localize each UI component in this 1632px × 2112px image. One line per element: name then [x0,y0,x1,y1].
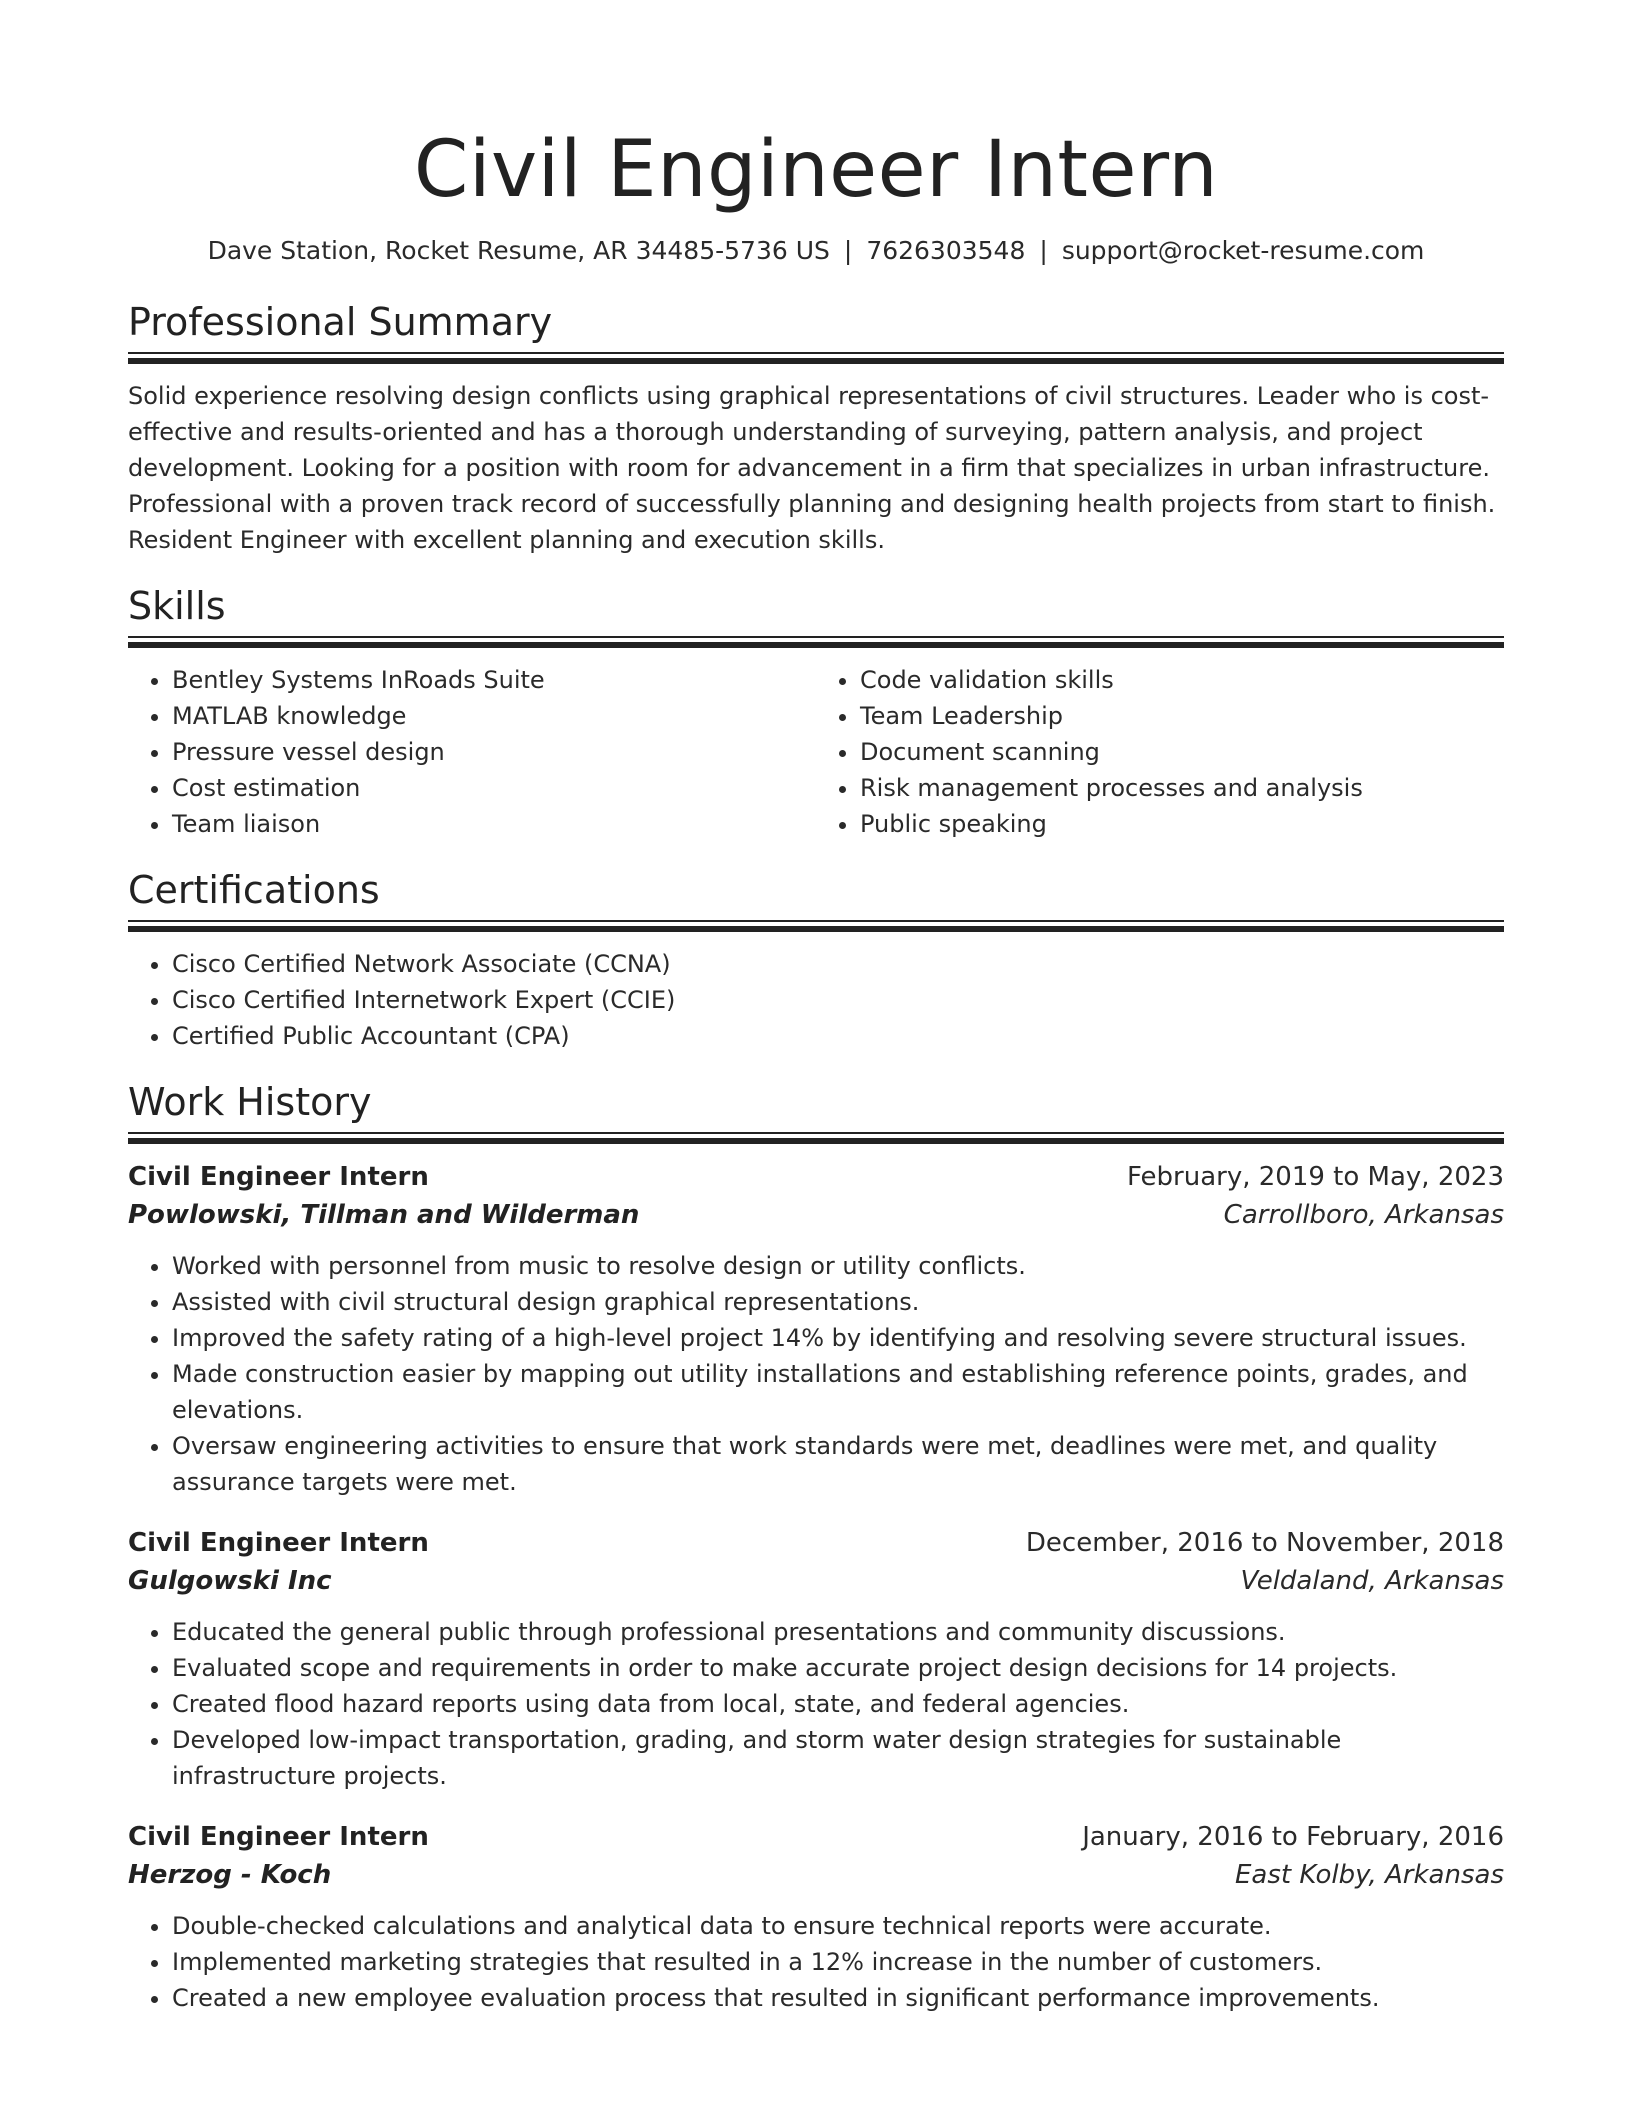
skill-item: • Risk management processes and analysis [860,770,1504,806]
job-bullets [128,1908,1504,2016]
skill-item: • Team Leadership [860,698,1504,734]
summary-text: Solid experience resolving design conflicts using graphical representations of civil structures. Leader who is cost-effective and results-oriented and has a thorough understanding of surveying, pattern analysis, and project development. Looking for a position with room for advancement in a firm that specializes in urban infrastructure. Professional with a proven track record of successfully planning and designing health projects from start to finish. Resident Engineer with excellent planning and execution skills. [128,382,1496,554]
skill-item: • Bentley Systems InRoads Suite [172,662,816,698]
summary-section [128,298,1504,558]
resume-title: Civil Engineer Intern [413,125,1219,215]
job-subheader [128,1562,1504,1600]
job-bullet: • Improved the safety rating of a high-level project 14% by identifying and resolving severe structural issues. [172,1320,1504,1356]
job-bullet: • Worked with personnel from music to resolve design or utility conflicts. [172,1248,1504,1284]
section-title-certifications: Certifications [128,868,380,912]
job-entry [128,1524,1504,1794]
job-header [128,1158,1504,1196]
skills-grid [128,662,1504,842]
job-bullet: • Assisted with civil structural design graphical representations. [172,1284,1504,1320]
work-history-section [128,1078,1504,2016]
skills-list-right [816,662,1504,842]
skill-item: • Cost estimation [172,770,816,806]
job-subheader [128,1856,1504,1894]
skill-item: • Team liaison [172,806,816,842]
job-company: Herzog - Koch [128,1860,332,1890]
contact-address: Dave Station, Rocket Resume, AR 34485-5736 US [207,236,830,265]
certification-item: • Cisco Certified Internetwork Expert (CCIE) [172,982,1504,1018]
skill-item: • Pressure vessel design [172,734,816,770]
job-location: East Kolby, Arkansas [1235,1860,1504,1890]
job-entry [128,1158,1504,1500]
certifications-list [128,946,1504,1054]
certifications-section [128,866,1504,1054]
job-bullet: • Double-checked calculations and analytical data to ensure technical reports were accurate. [172,1908,1504,1944]
job-bullet: • Oversaw engineering activities to ensure that work standards were met, deadlines were met, and quality assurance targets were met. [172,1428,1504,1500]
job-company: Gulgowski Inc [128,1566,332,1596]
skills-list-left [128,662,816,842]
job-location: Carrollboro, Arkansas [1223,1200,1504,1230]
job-header [128,1524,1504,1562]
skills-section [128,582,1504,842]
contact-separator: | [843,236,853,265]
contact-phone: 7626303548 [866,236,1026,265]
section-divider [128,1132,1504,1144]
section-title-work-history: Work History [128,1080,372,1124]
job-header [128,1818,1504,1856]
job-bullet: • Educated the general public through professional presentations and community discussions. [172,1614,1504,1650]
contact-email: support@rocket-resume.com [1061,236,1425,265]
job-bullet: • Evaluated scope and requirements in order to make accurate project design decisions for 14 projects. [172,1650,1504,1686]
job-title: Civil Engineer Intern [128,1822,429,1852]
resume-page [128,0,1504,2016]
job-bullet: • Implemented marketing strategies that resulted in a 12% increase in the number of customers. [172,1944,1504,1980]
certification-item: • Certified Public Accountant (CPA) [172,1018,1504,1054]
job-title: Civil Engineer Intern [128,1528,429,1558]
job-entry [128,1818,1504,2016]
job-location: Veldaland, Arkansas [1240,1566,1504,1596]
job-bullet: • Created flood hazard reports using data from local, state, and federal agencies. [172,1686,1504,1722]
job-bullets [128,1614,1504,1794]
job-bullets [128,1248,1504,1500]
job-bullet: • Made construction easier by mapping out utility installations and establishing reference points, grades, and elevations. [172,1356,1504,1428]
contact-separator: | [1039,236,1048,265]
section-title-summary: Professional Summary [128,300,553,344]
skill-item: • MATLAB knowledge [172,698,816,734]
section-divider [128,920,1504,932]
job-company: Powlowski, Tillman and Wilderman [128,1200,640,1230]
job-dates: February, 2019 to May, 2023 [1127,1162,1504,1192]
section-title-skills: Skills [128,584,226,628]
job-bullet: • Developed low-impact transportation, grading, and storm water design strategies for sustainable infrastructure projects. [172,1722,1504,1794]
job-subheader [128,1196,1504,1234]
certification-item: • Cisco Certified Network Associate (CCNA) [172,946,1504,982]
job-dates: December, 2016 to November, 2018 [1025,1528,1504,1558]
job-bullet: • Created a new employee evaluation process that resulted in significant performance improvements. [172,1980,1504,2016]
job-title: Civil Engineer Intern [128,1162,429,1192]
skill-item: • Document scanning [860,734,1504,770]
section-divider [128,352,1504,364]
job-dates: January, 2016 to February, 2016 [1082,1822,1504,1852]
contact-line [128,234,1504,268]
skill-item: • Public speaking [860,806,1504,842]
section-divider [128,636,1504,648]
skill-item: • Code validation skills [860,662,1504,698]
